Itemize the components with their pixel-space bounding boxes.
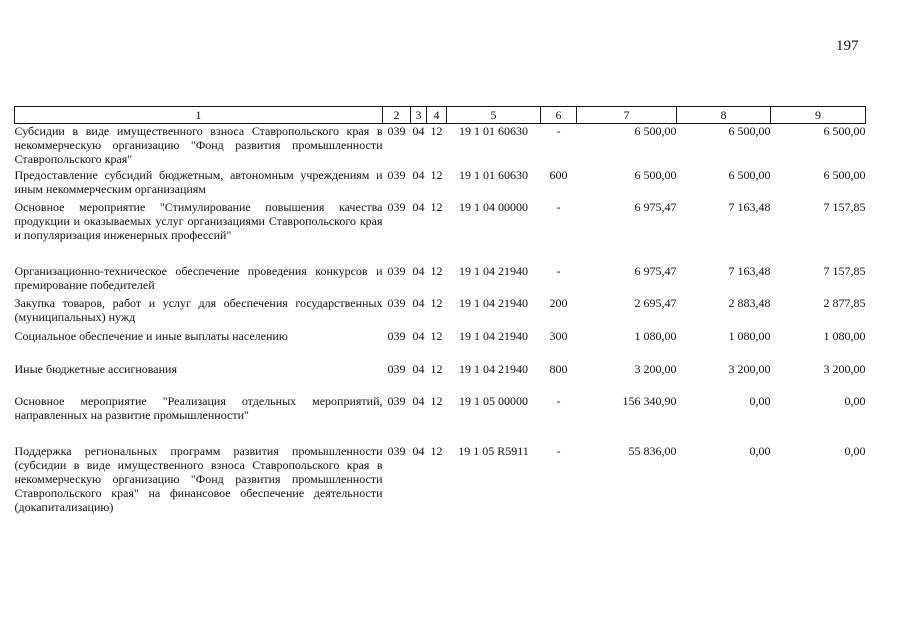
cell-rz: 04 bbox=[412, 167, 425, 182]
cell-gr: 039 bbox=[387, 443, 406, 458]
cell-vr: 200 bbox=[549, 295, 568, 310]
cell-value-7: 6 500,00 bbox=[634, 124, 677, 138]
cell-pr: 12 bbox=[430, 295, 443, 310]
cell-value-9: 6 500,00 bbox=[823, 124, 866, 138]
cell-value-9: 1 080,00 bbox=[823, 328, 866, 343]
cell-value-9: 0,00 bbox=[844, 443, 866, 458]
column-header: 9 bbox=[771, 107, 866, 124]
column-header: 4 bbox=[427, 107, 447, 124]
cell-value-8: 0,00 bbox=[749, 443, 771, 458]
table-row bbox=[15, 124, 866, 168]
table-row bbox=[15, 296, 866, 329]
row-name: Закупка товаров, работ и услуг для обеспечения государственных (муниципальных) нужд bbox=[14, 295, 383, 324]
cell-value-8: 6 500,00 bbox=[728, 167, 771, 182]
column-header: 5 bbox=[447, 107, 541, 124]
cell-gr: 039 bbox=[387, 167, 406, 182]
cell-csr: 19 1 01 60630 bbox=[459, 124, 528, 138]
row-name: Социальное обеспечение и иные выплаты населению bbox=[14, 328, 288, 343]
column-header: 8 bbox=[677, 107, 771, 124]
cell-pr: 12 bbox=[430, 361, 443, 376]
cell-value-7: 1 080,00 bbox=[634, 328, 677, 343]
table-row bbox=[15, 362, 866, 394]
cell-vr: - bbox=[556, 199, 561, 214]
column-header: 1 bbox=[15, 107, 383, 124]
cell-csr: 19 1 04 21940 bbox=[459, 361, 528, 376]
cell-csr: 19 1 01 60630 bbox=[459, 167, 528, 182]
cell-rz: 04 bbox=[412, 124, 425, 138]
cell-value-8: 6 500,00 bbox=[728, 124, 771, 138]
row-name: Предоставление субсидий бюджетным, автономным учреждениям и иным некоммерческим организациям bbox=[14, 167, 383, 196]
cell-csr: 19 1 05 R5911 bbox=[458, 443, 529, 458]
cell-value-8: 2 883,48 bbox=[728, 295, 771, 310]
table-row bbox=[15, 200, 866, 264]
cell-gr: 039 bbox=[387, 199, 406, 214]
cell-csr: 19 1 04 00000 bbox=[459, 199, 528, 214]
cell-value-8: 3 200,00 bbox=[728, 361, 771, 376]
cell-value-7: 6 975,47 bbox=[634, 199, 677, 214]
budget-table bbox=[14, 106, 866, 528]
table-row bbox=[15, 394, 866, 444]
cell-value-8: 7 163,48 bbox=[728, 263, 771, 278]
row-name: Основное мероприятие "Реализация отдельных мероприятий, направленных на развитие промышленности" bbox=[14, 393, 383, 422]
cell-rz: 04 bbox=[412, 263, 425, 278]
cell-value-7: 55 836,00 bbox=[628, 443, 677, 458]
cell-csr: 19 1 04 21940 bbox=[459, 295, 528, 310]
table-row bbox=[15, 168, 866, 200]
table-row bbox=[15, 329, 866, 362]
row-name: Субсидии в виде имущественного взноса Ставропольского края в некоммерческую организацию "Фонд развития промышленности Ставропольского края" bbox=[14, 124, 383, 166]
table-row bbox=[15, 444, 866, 528]
cell-rz: 04 bbox=[412, 295, 425, 310]
cell-pr: 12 bbox=[430, 167, 443, 182]
cell-value-9: 7 157,85 bbox=[823, 263, 866, 278]
cell-rz: 04 bbox=[412, 443, 425, 458]
cell-vr: - bbox=[556, 263, 561, 278]
cell-gr: 039 bbox=[387, 393, 406, 408]
cell-pr: 12 bbox=[430, 328, 443, 343]
cell-gr: 039 bbox=[387, 124, 406, 138]
cell-value-8: 7 163,48 bbox=[728, 199, 771, 214]
cell-value-9: 2 877,85 bbox=[823, 295, 866, 310]
budget-table-container bbox=[14, 106, 865, 528]
cell-value-8: 1 080,00 bbox=[728, 328, 771, 343]
cell-gr: 039 bbox=[387, 295, 406, 310]
cell-gr: 039 bbox=[387, 263, 406, 278]
cell-value-8: 0,00 bbox=[749, 393, 771, 408]
cell-csr: 19 1 04 21940 bbox=[459, 263, 528, 278]
cell-rz: 04 bbox=[412, 199, 425, 214]
cell-vr: - bbox=[556, 124, 561, 138]
cell-rz: 04 bbox=[412, 393, 425, 408]
row-name: Иные бюджетные ассигнования bbox=[14, 361, 177, 376]
row-name: Основное мероприятие "Стимулирование повышения качества продукции и оказываемых услуг организациями Ставропольского края и популяризация инженерных профессий" bbox=[14, 199, 383, 242]
cell-pr: 12 bbox=[430, 199, 443, 214]
cell-value-9: 7 157,85 bbox=[823, 199, 866, 214]
cell-value-7: 3 200,00 bbox=[634, 361, 677, 376]
cell-gr: 039 bbox=[387, 328, 406, 343]
cell-vr: 300 bbox=[549, 328, 568, 343]
cell-rz: 04 bbox=[412, 361, 425, 376]
cell-value-7: 2 695,47 bbox=[634, 295, 677, 310]
cell-value-7: 6 500,00 bbox=[634, 167, 677, 182]
cell-pr: 12 bbox=[430, 124, 443, 138]
column-header: 3 bbox=[411, 107, 427, 124]
row-name: Поддержка региональных программ развития промышленности (субсидии в виде имущественного взноса Ставропольского края в некоммерческую организацию "Фонд развития промышленности Ставропольского края" на финансовое обеспечение деятельности (докапитализацию) bbox=[14, 443, 383, 514]
cell-pr: 12 bbox=[430, 263, 443, 278]
cell-vr: - bbox=[556, 443, 561, 458]
column-header: 7 bbox=[577, 107, 677, 124]
table-row bbox=[15, 264, 866, 296]
cell-value-7: 156 340,90 bbox=[622, 393, 677, 408]
column-header: 6 bbox=[541, 107, 577, 124]
cell-vr: - bbox=[556, 393, 561, 408]
cell-value-9: 0,00 bbox=[844, 393, 866, 408]
page-number: 197 bbox=[836, 38, 859, 54]
column-header: 2 bbox=[383, 107, 411, 124]
cell-vr: 800 bbox=[549, 361, 568, 376]
cell-pr: 12 bbox=[430, 393, 443, 408]
cell-pr: 12 bbox=[430, 443, 443, 458]
cell-gr: 039 bbox=[387, 361, 406, 376]
cell-rz: 04 bbox=[412, 328, 425, 343]
cell-value-7: 6 975,47 bbox=[634, 263, 677, 278]
header-row bbox=[15, 107, 866, 124]
cell-value-9: 6 500,00 bbox=[823, 167, 866, 182]
cell-vr: 600 bbox=[549, 167, 568, 182]
cell-csr: 19 1 04 21940 bbox=[459, 328, 528, 343]
cell-csr: 19 1 05 00000 bbox=[459, 393, 528, 408]
cell-value-9: 3 200,00 bbox=[823, 361, 866, 376]
row-name: Организационно-техническое обеспечение проведения конкурсов и премирование победителей bbox=[14, 263, 383, 292]
